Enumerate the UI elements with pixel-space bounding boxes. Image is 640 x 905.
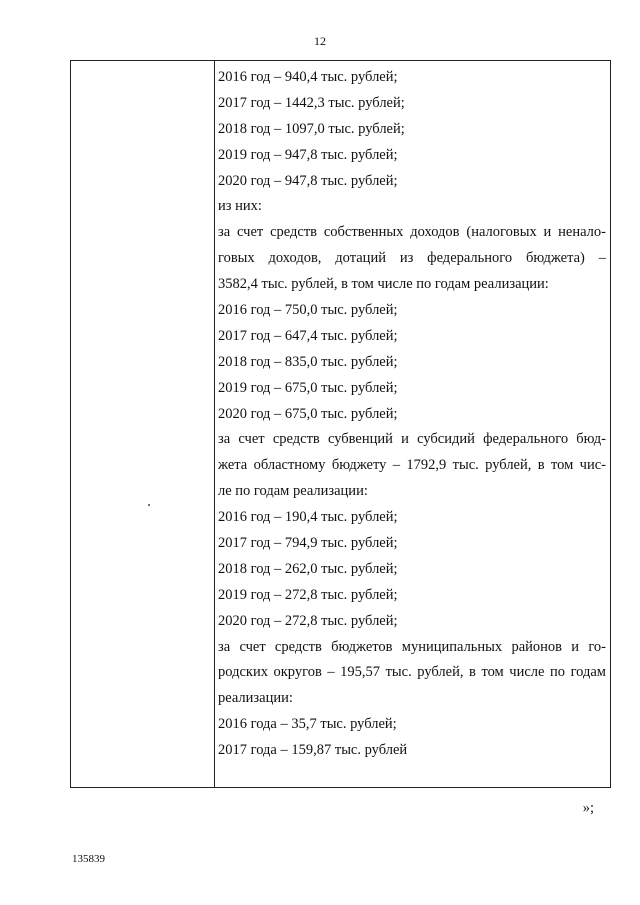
text-line: за счет средств субвенций и субсидий федерального бюд- bbox=[218, 431, 606, 448]
text-line: 2018 год – 835,0 тыс. рублей; bbox=[218, 353, 398, 370]
text-line: ле по годам реализации: bbox=[218, 483, 368, 500]
page-number: 12 bbox=[314, 34, 326, 48]
text-line: за счет средств бюджетов муниципальных районов и го- bbox=[218, 638, 606, 655]
text-line: 2018 год – 1097,0 тыс. рублей; bbox=[218, 120, 405, 137]
text-line: 2016 год – 940,4 тыс. рублей; bbox=[218, 69, 398, 85]
text-line: 2020 год – 272,8 тыс. рублей; bbox=[218, 612, 398, 629]
closing-quote-mark: »; bbox=[582, 800, 594, 816]
text-line: 2020 год – 947,8 тыс. рублей; bbox=[218, 172, 398, 189]
text-line: родских округов – 195,57 тыс. рублей, в том числе по годам bbox=[218, 664, 606, 681]
text-line: за счет средств собственных доходов (налоговых и ненало- bbox=[218, 224, 606, 241]
text-line: жета областному бюджету – 1792,9 тыс. рублей, в том чис- bbox=[218, 457, 606, 474]
document-table bbox=[70, 60, 611, 788]
text-line: 3582,4 тыс. рублей, в том числе по годам реализации: bbox=[218, 276, 549, 293]
scan-speck bbox=[148, 504, 150, 506]
text-line: 2019 год – 675,0 тыс. рублей; bbox=[218, 379, 398, 396]
text-line: 2016 года – 35,7 тыс. рублей; bbox=[218, 716, 397, 733]
text-line: 2017 год – 794,9 тыс. рублей; bbox=[218, 535, 398, 552]
text-line: говых доходов, дотаций из федерального бюджета) – bbox=[218, 250, 606, 267]
text-line: 2016 год – 750,0 тыс. рублей; bbox=[218, 302, 398, 319]
text-line: 2017 год – 647,4 тыс. рублей; bbox=[218, 327, 398, 344]
text-line: реализации: bbox=[218, 690, 293, 707]
text-line: из них: bbox=[218, 198, 262, 215]
text-line: 2017 год – 1442,3 тыс. рублей; bbox=[218, 94, 405, 111]
document-code: 135839 bbox=[72, 853, 105, 865]
text-line: 2020 год – 675,0 тыс. рублей; bbox=[218, 405, 398, 422]
text-line: 2018 год – 262,0 тыс. рублей; bbox=[218, 560, 398, 577]
table-right-cell bbox=[218, 65, 606, 764]
text-line: 2019 год – 947,8 тыс. рублей; bbox=[218, 146, 398, 163]
text-line: 2017 года – 159,87 тыс. рублей bbox=[218, 742, 408, 759]
text-line: 2019 год – 272,8 тыс. рублей; bbox=[218, 586, 398, 603]
column-divider bbox=[214, 61, 215, 787]
text-line: 2016 год – 190,4 тыс. рублей; bbox=[218, 509, 398, 526]
